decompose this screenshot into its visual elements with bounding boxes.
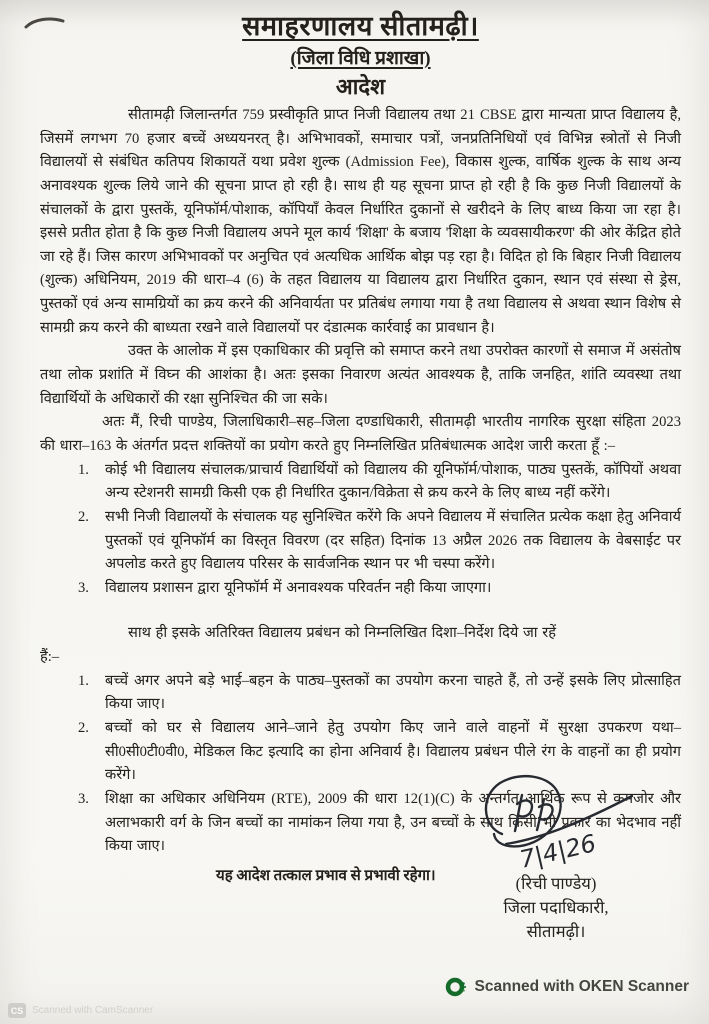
directions-intro-line1: साथ ही इसके अतिरिक्त विद्यालय प्रबंधन को निम्नलिखित दिशा–निर्देश दिये जा रहें <box>128 625 556 642</box>
list-item-number: 3. <box>78 790 89 807</box>
list-item <box>78 506 681 577</box>
list-item-text: बच्चों को घर से विद्यालय आने–जाने हेतु उपयोग किए जाने वाले वाहनों में सुरक्षा उपकरण यथा–सी0सी0टी0वी0, मेडिकल किट इत्यादि का होना अनिवार्य है। विद्यालय प्रबंधन पीले रंग के वाहनों का ही प्रयोग करेंगे। <box>105 720 681 784</box>
document-title: समाहरणालय सीतामढ़ी। <box>242 11 479 41</box>
list-item-text: कोई भी विद्यालय संचालक/प्राचार्य विद्यार्थियों को विद्यालय की यूनिफॉर्म/पोशाक, पाठ्य पुस्तकें, कॉपियों अथवा अन्य स्टेशनरी सामग्री किसी एक ही निर्धारित दुकान/विक्रेता से क्रय करने के लिए बाध्य नहीं करेंगे। <box>105 461 681 502</box>
section-gap <box>40 600 681 622</box>
directions-intro-line2: हैं:– <box>40 649 60 666</box>
document-header <box>40 10 681 100</box>
order-heading: आदेश <box>335 73 386 99</box>
paragraph-authority: अतः मैं, रिची पाण्डेय, जिलाधिकारी–सह–जिला दण्डाधिकारी, सीतामढ़ी भारतीय नागरिक सुरक्षा संहिता 2023 की धारा–163 के अंतर्गत प्रदत्त शक्तियों का प्रयोग करते हुए निम्नलिखित प्रतिबंधात्मक आदेश जारी करता हूँ :– <box>40 414 681 454</box>
oken-logo-icon <box>445 976 467 998</box>
list-item-text: विद्यालय प्रशासन द्वारा यूनिफॉर्म में अनावश्यक परिवर्तन नही किया जाएगा। <box>105 579 492 596</box>
list-item-text: बच्चें अगर अपने बड़े भाई–बहन के पाठ्य–पुस्तकों का उपयोग करना चाहते हैं, तो उन्हें इसके लिए प्रोत्साहित किया जाए। <box>105 672 681 713</box>
list-item-number: 3. <box>78 579 89 596</box>
list-item-number: 1. <box>78 672 89 689</box>
oken-scanner-watermark <box>445 976 689 998</box>
signature-block <box>428 768 684 944</box>
list-item-text: सभी निजी विद्यालयों के संचालक यह सुनिश्चित करेंगे कि अपने विद्यालय में संचालित प्रत्येक कक्षा हेतु अनिवार्य पुस्तकों एवं यूनिफॉर्म का विस्तृत विवरण (दर सहित) दिनांक 13 अप्रैल 2026 तक विद्यालय के वेबसाईट पर अपलोड करते हुए विद्यालय परिसर के सार्वजनिक स्थान पर भी चस्पा करेंगे। <box>105 508 681 573</box>
list-item <box>78 670 681 717</box>
list-item-number: 1. <box>78 461 89 478</box>
pen-stroke-mark <box>24 14 66 32</box>
oken-scanner-label: Scanned with OKEN Scanner <box>474 978 689 995</box>
list-item <box>78 577 681 601</box>
list-item-number: 2. <box>78 508 89 525</box>
list-item <box>78 459 681 506</box>
paragraph-context: उक्त के आलोक में इस एकाधिकार की प्रवृत्ति को समाप्त करने तथा उपरोक्त कारणों से समाज में असंतोष तथा लोक प्रशांति में विघ्न की आशंका है। अतः इसका निवारण अत्यंत आवश्यक है, ताकि जनहित, शांति व्यवस्था तथा विद्यार्थियों के अधिकारों की रक्षा सुनिश्चित की जा सके। <box>40 343 681 407</box>
list-item-text: शिक्षा का अधिकार अधिनियम (RTE), 2009 की धारा 12(1)(C) के अन्तर्गत आर्थिक रूप से कमजोर और अलाभकारी वर्ग के जिन बच्चों का नामांकन लिया गया है, उन बच्चों के साथ किसी भी प्रकार का भेदभाव नहीं किया जाए। <box>105 790 681 855</box>
document-subtitle: (जिला विधि प्रशाखा) <box>290 47 431 69</box>
signatory-name: (रिची पाण्डेय) <box>515 874 597 893</box>
camscanner-watermark <box>8 1003 153 1018</box>
signatory-place: सीतामढ़ी। <box>526 921 586 941</box>
effective-statement: यह आदेश तत्काल प्रभाव से प्रभावी रहेगा। <box>216 867 436 884</box>
paragraph-intro: सीतामढ़ी जिलान्तर्गत 759 प्रस्वीकृति प्राप्त निजी विद्यालय तथा 21 CBSE द्वारा मान्यता प्राप्त विद्यालय है, जिसमें लगभग 70 हजार बच्चें अध्ययनरत् है। अभिभावकों, समाचार पत्रों, जनप्रतिनिधियों एवं विभिन्न स्त्रोतों से निजी विद्यालयों से संबंधित कतिपय शिकायतें यथा प्रवेश शुल्क (Admission Fee), विकास शुल्क, वार्षिक शुल्क के साथ अन्य अनावश्यक शुल्क लिये जाने की सूचना प्राप्त हो रही है। साथ ही यह सूचना प्राप्त हो रही है कि कुछ निजी विद्यालयों के संचालकों के द्वारा पुस्तकें, यूनिफॉर्म/पोशाक, कॉपियाँ केवल निर्धारित दुकानों से खरीदने के लिए बाध्य किया जा रहा है। इससे प्रतीत होता है कि कुछ निजी विद्यालय अपने मूल कार्य 'शिक्षा' के बजाय 'शिक्षा के व्यवसायीकरण' की ओर केंद्रित होते जा रहे हैं। जिस कारण अभिभावकों पर अनुचित एवं अत्यधिक आर्थिक बोझ पड़ रहा है। विदित हो कि बिहार निजी विद्यालय (शुल्क) अधिनियम, 2019 की धारा–4 (6) के तहत विद्यालय या विद्यालय द्वारा निर्धारित दुकान, स्थान एवं संस्था से ड्रेस, पुस्तकों एवं अन्य सामग्रियों का क्रय करने की अनिवार्यता पर प्रतिबंध लगाया गया है तथा विद्यालय से अथवा स्थान विशेष से सामग्री क्रय करने की बाध्यता रखने वाले विद्यालयों पर दंडात्मक कार्रवाई का प्रावधान है। <box>40 107 681 336</box>
handwritten-signature <box>456 768 656 876</box>
camscanner-label: Scanned with CamScanner <box>32 1005 154 1016</box>
list-item-number: 2. <box>78 720 89 737</box>
camscanner-badge-icon: CS <box>8 1003 26 1018</box>
handwritten-date: 7|4|26 <box>517 829 599 874</box>
signatory-designation: जिला पदाधिकारी, <box>503 897 609 917</box>
restrictive-orders-list <box>78 459 681 601</box>
